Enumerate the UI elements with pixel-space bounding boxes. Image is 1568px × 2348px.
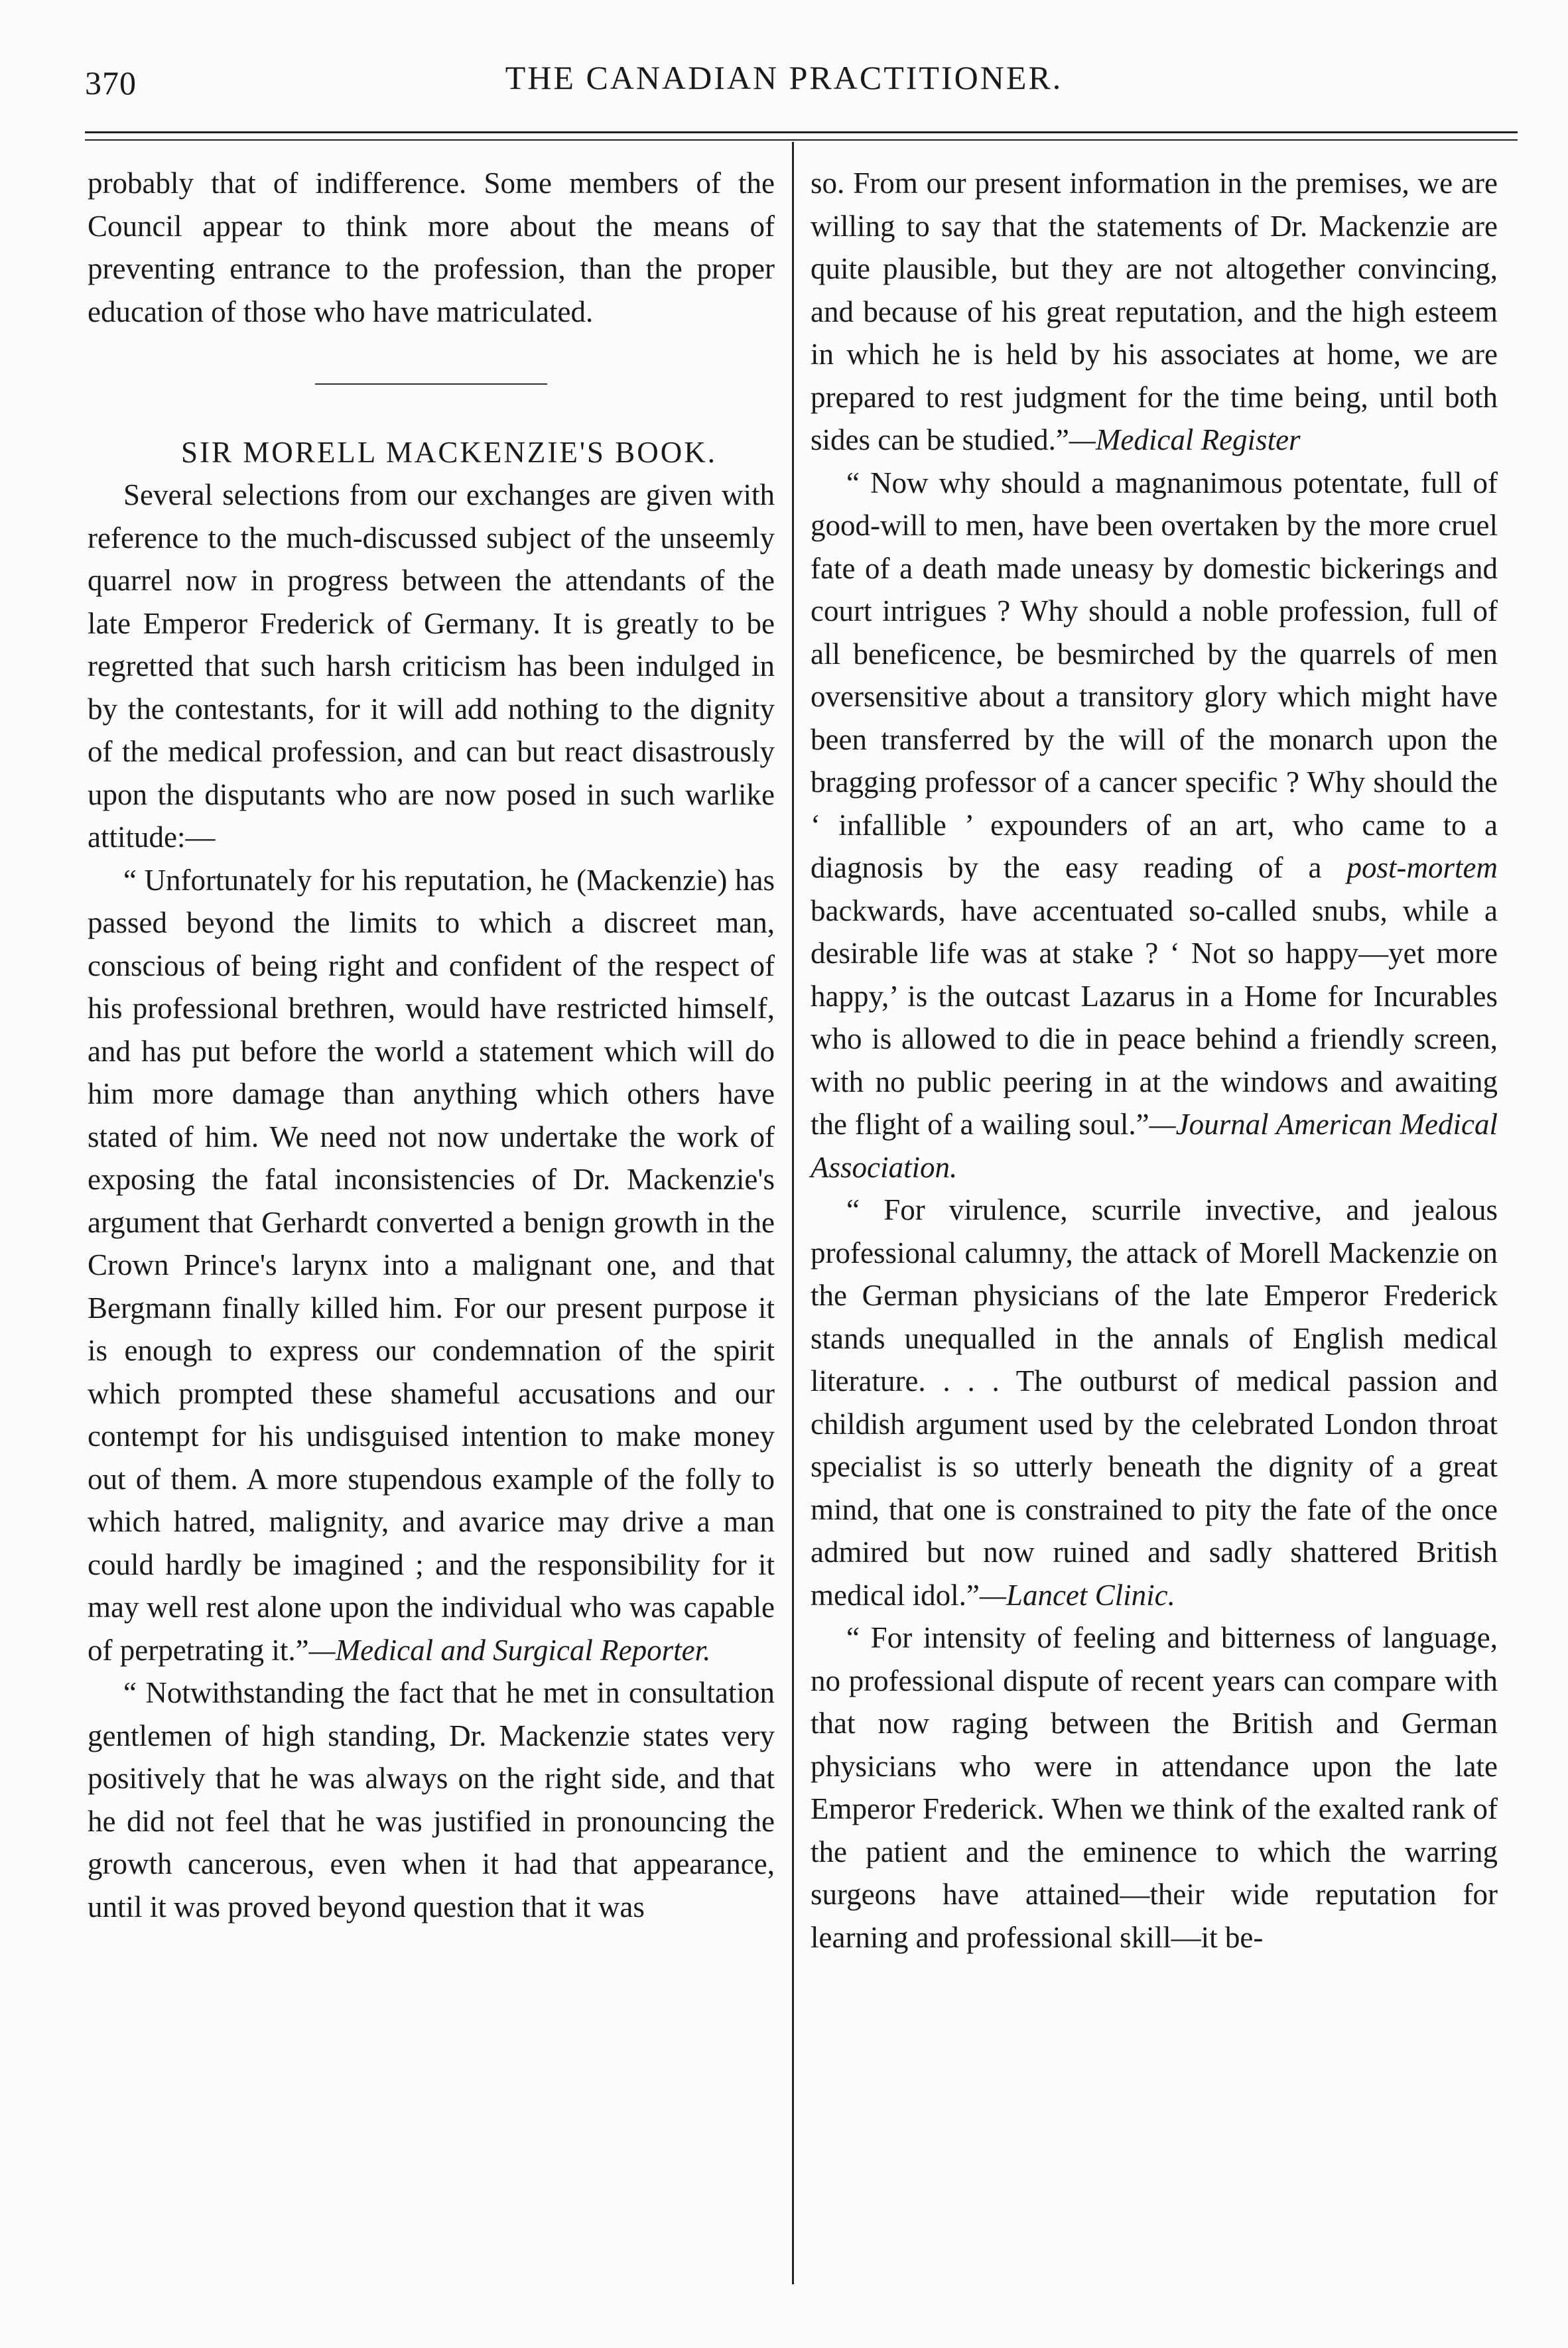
quote-paragraph	[811, 1616, 1498, 1959]
quote-paragraph	[88, 859, 775, 1672]
quote-paragraph	[811, 1189, 1498, 1616]
section-title: SIR MORELL MACKENZIE'S BOOK.	[181, 436, 717, 469]
quote-text: backwards, have accentuated so-called snubs, while a desirable life was at stake ? ‘ Not so happy—yet more happy,’ is the outcast Lazarus in a Home for Incurables who is allowed to die in peace behind a friendly screen, with no public peering in at the windows and awaiting the flight of a wailing soul.”	[811, 893, 1498, 1141]
page-number: 370	[85, 64, 137, 101]
quote-text: “ Now why should a magnanimous potentate, full of good-will to men, have been overtaken by the more cruel fate of a death made uneasy by domestic bickerings and court intrigues ? Why should a noble profession, full of all beneficence, be besmirched by the quarrels of men oversensitive about a transitory glory which might have been transferred by the will of the monarch upon the bragging professor of a cancer specific ? Why should the ‘ infallible ’ expounders of an art, who came to a diagnosis by the easy reading of a	[811, 466, 1498, 884]
quote-paragraph	[88, 1671, 775, 1928]
right-column	[811, 162, 1498, 1959]
quote-italic-term: post-mortem	[1346, 851, 1498, 884]
quote-text: “ Notwithstanding the fact that he met in consultation gentlemen of high standing, Dr. Mackenzie states very positively that he was always on the right side, and that he did not feel that he was justified in pronouncing the growth cancerous, even when it had that appearance, until it was proved beyond question that it was	[88, 1676, 775, 1924]
section-separator-rule	[315, 383, 547, 385]
left-column	[88, 162, 775, 1928]
quote-source: —Medical Register	[1069, 423, 1301, 456]
column-divider	[792, 142, 794, 2284]
quote-paragraph-continuation	[811, 162, 1498, 462]
quote-source: —Journal American Medical Association.	[811, 1108, 1498, 1184]
quote-source: —Medical and Surgical Reporter.	[308, 1633, 711, 1667]
quote-text: “ Unfortunately for his reputation, he (Mackenzie) has passed beyond the limits to which a discreet man, conscious of being right and confident of the respect of his professional brethren, would have restricted himself, and has put before the world a statement which will do him more damage than anything which others have stated of him. We need not now undertake the work of exposing the fatal inconsistencies of Dr. Mackenzie's argument that Gerhardt converted a benign growth in the Crown Prince's larynx into a malignant one, and that Bergmann finally killed him. For our present purpose it is enough to express our condemnation of the spirit which prompted these shameful accusations and our contempt for his undisguised intention to make money out of them. A more stupendous example of the folly to which hatred, malignity, and avarice may drive a man could hardly be imagined ; and the responsibility for it may well rest alone upon the individual who was capable of perpetrating it.”	[88, 863, 775, 1667]
header-rule-top	[85, 131, 1518, 133]
quote-paragraph	[811, 462, 1498, 1189]
quote-source: —Lancet Clinic.	[979, 1578, 1175, 1612]
paragraph-continuation: probably that of indifference. Some members of the Council appear to think more about the means of preventing entrance to the profession, than the proper education of those who have matriculated.	[88, 166, 775, 328]
quote-text: so. From our present information in the premises, we are willing to say that the statements of Dr. Mackenzie are quite plausible, but they are not altogether convincing, and because of his great reputation, and the high esteem in which he is held by his associates at home, we are prepared to rest judgment for the time being, until both sides can be studied.”	[811, 166, 1498, 456]
header-rule-bottom	[85, 139, 1518, 141]
intro-paragraph: Several selections from our exchanges are given with reference to the much-discussed subject of the unseemly quarrel now in progress between the attendants of the late Emperor Frederick of Germany. It is greatly to be regretted that such harsh criticism has been indulged in by the contestants, for it will add nothing to the dignity of the medical profession, and can but react disastrously upon the disputants who are now posed in such warlike attitude:—	[88, 478, 775, 854]
quote-text: “ For intensity of feeling and bitterness of language, no professional dispute of recent years can compare with that now raging between the British and German physicians who were in attendance upon the late Emperor Frederick. When we think of the exalted rank of the patient and the eminence to which the warring surgeons have attained—their wide reputation for learning and professional skill—it be-	[811, 1621, 1498, 1954]
quote-text: “ For virulence, scurrile invective, and jealous professional calumny, the attack of Morell Mackenzie on the German physicians of the late Emperor Frederick stands unequalled in the annals of English medical literature. . . . The outburst of medical passion and childish argument used by the celebrated London throat specialist is so utterly beneath the dignity of a great mind, that one is constrained to pity the fate of the once admired but now ruined and sadly shattered British medical idol.”	[811, 1193, 1498, 1612]
running-title: THE CANADIAN PRACTITIONER.	[505, 59, 1063, 96]
